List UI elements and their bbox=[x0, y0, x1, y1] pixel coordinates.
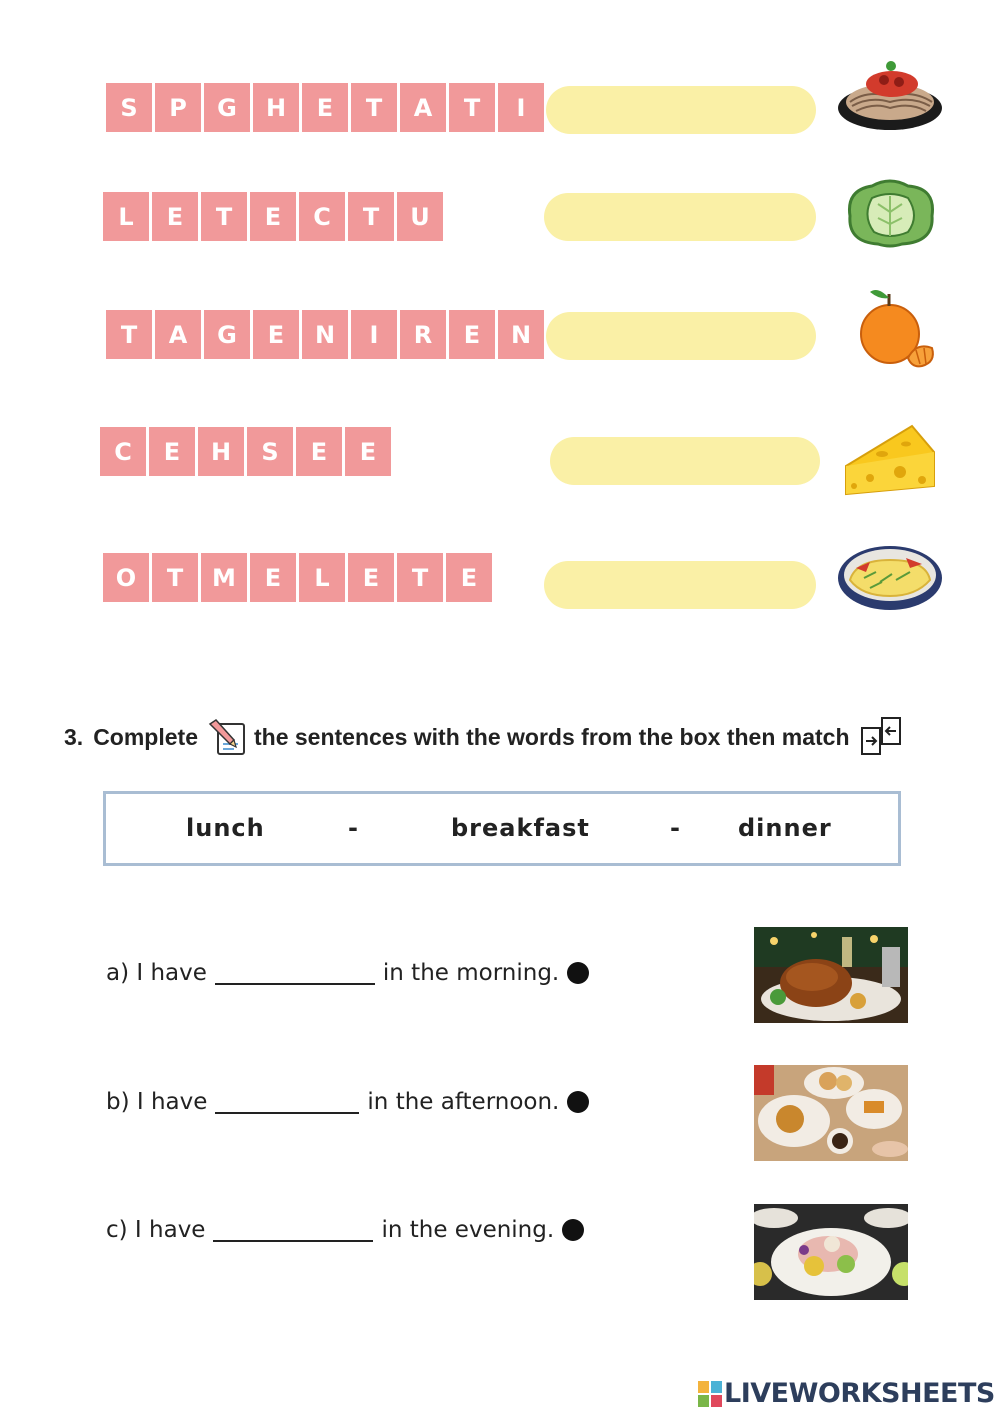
letter-tile: E bbox=[345, 427, 391, 476]
letter-tile: E bbox=[149, 427, 195, 476]
letter-tile: T bbox=[201, 192, 247, 241]
scramble-row-3 bbox=[106, 310, 544, 359]
scramble-row-2 bbox=[103, 192, 443, 241]
letter-tile: T bbox=[351, 83, 397, 132]
letter-tile: O bbox=[103, 553, 149, 602]
letter-tile: T bbox=[348, 192, 394, 241]
letter-tile: C bbox=[100, 427, 146, 476]
logo-mark-icon bbox=[698, 1381, 722, 1407]
letter-tile: A bbox=[400, 83, 446, 132]
match-dot[interactable] bbox=[562, 1219, 584, 1241]
letter-tile: T bbox=[397, 553, 443, 602]
sentence-prefix: a) I have bbox=[106, 960, 207, 986]
logo-text: LIVEWORKSHEETS bbox=[724, 1378, 995, 1409]
sentence-suffix: in the evening. bbox=[381, 1217, 555, 1243]
letter-tile: E bbox=[152, 192, 198, 241]
cheese-icon bbox=[842, 422, 938, 498]
answer-input-3[interactable] bbox=[546, 312, 816, 360]
letter-tile: L bbox=[103, 192, 149, 241]
letter-tile: E bbox=[446, 553, 492, 602]
section-3-heading bbox=[64, 716, 904, 758]
letter-tile: E bbox=[253, 310, 299, 359]
answer-input-2[interactable] bbox=[544, 193, 816, 241]
sentence-suffix: in the morning. bbox=[382, 960, 560, 986]
sentence-b bbox=[106, 1089, 589, 1115]
letter-tile: H bbox=[198, 427, 244, 476]
letter-tile: S bbox=[247, 427, 293, 476]
match-dot[interactable] bbox=[567, 1091, 589, 1113]
letter-tile: P bbox=[155, 83, 201, 132]
letter-tile: T bbox=[449, 83, 495, 132]
letter-tile: U bbox=[397, 192, 443, 241]
scramble-row-5 bbox=[103, 553, 492, 602]
letter-tile: H bbox=[253, 83, 299, 132]
match-arrows-icon bbox=[860, 716, 904, 758]
sentence-a bbox=[106, 960, 589, 986]
letter-tile: A bbox=[155, 310, 201, 359]
word-separator: - bbox=[670, 814, 681, 842]
answer-blank[interactable] bbox=[215, 961, 375, 985]
letter-tile: E bbox=[250, 192, 296, 241]
letter-tile: E bbox=[348, 553, 394, 602]
letter-tile: C bbox=[299, 192, 345, 241]
omelette-icon bbox=[836, 542, 944, 616]
answer-blank[interactable] bbox=[215, 1090, 359, 1114]
letter-tile: M bbox=[201, 553, 247, 602]
word-dinner: dinner bbox=[738, 814, 832, 842]
sentence-prefix: b) I have bbox=[106, 1089, 208, 1115]
letter-tile: T bbox=[152, 553, 198, 602]
letter-tile: N bbox=[302, 310, 348, 359]
sentence-c bbox=[106, 1217, 584, 1243]
letter-tile: R bbox=[400, 310, 446, 359]
roast-dinner-photo[interactable] bbox=[754, 927, 908, 1023]
letter-tile: E bbox=[296, 427, 342, 476]
section-number: 3. bbox=[64, 723, 84, 750]
spaghetti-icon bbox=[836, 56, 944, 132]
match-dot[interactable] bbox=[567, 962, 589, 984]
scramble-row-1 bbox=[106, 83, 544, 132]
heading-text-after: the sentences with the words from the box then match bbox=[253, 723, 850, 750]
sentence-suffix: in the afternoon. bbox=[367, 1089, 560, 1115]
answer-input-1[interactable] bbox=[546, 86, 816, 134]
letter-tile: I bbox=[498, 83, 544, 132]
word-breakfast: breakfast bbox=[451, 814, 590, 842]
letter-tile: S bbox=[106, 83, 152, 132]
answer-blank[interactable] bbox=[213, 1218, 373, 1242]
letter-tile: N bbox=[498, 310, 544, 359]
buffet-plates-photo[interactable] bbox=[754, 1204, 908, 1300]
word-box bbox=[103, 791, 901, 866]
lettuce-icon bbox=[842, 176, 940, 248]
scramble-row-4 bbox=[100, 427, 391, 476]
breakfast-table-photo[interactable] bbox=[754, 1065, 908, 1161]
letter-tile: T bbox=[106, 310, 152, 359]
word-lunch: lunch bbox=[186, 814, 265, 842]
word-separator: - bbox=[348, 814, 359, 842]
letter-tile: I bbox=[351, 310, 397, 359]
letter-tile: G bbox=[204, 83, 250, 132]
sentence-prefix: c) I have bbox=[106, 1217, 206, 1243]
letter-tile: G bbox=[204, 310, 250, 359]
liveworksheets-logo[interactable] bbox=[698, 1378, 995, 1409]
answer-input-5[interactable] bbox=[544, 561, 816, 609]
answer-input-4[interactable] bbox=[550, 437, 820, 485]
pencil-paper-icon bbox=[208, 718, 248, 756]
tangerine-icon bbox=[856, 286, 938, 370]
heading-text-before: Complete bbox=[93, 723, 198, 750]
letter-tile: E bbox=[449, 310, 495, 359]
letter-tile: E bbox=[250, 553, 296, 602]
letter-tile: L bbox=[299, 553, 345, 602]
letter-tile: E bbox=[302, 83, 348, 132]
